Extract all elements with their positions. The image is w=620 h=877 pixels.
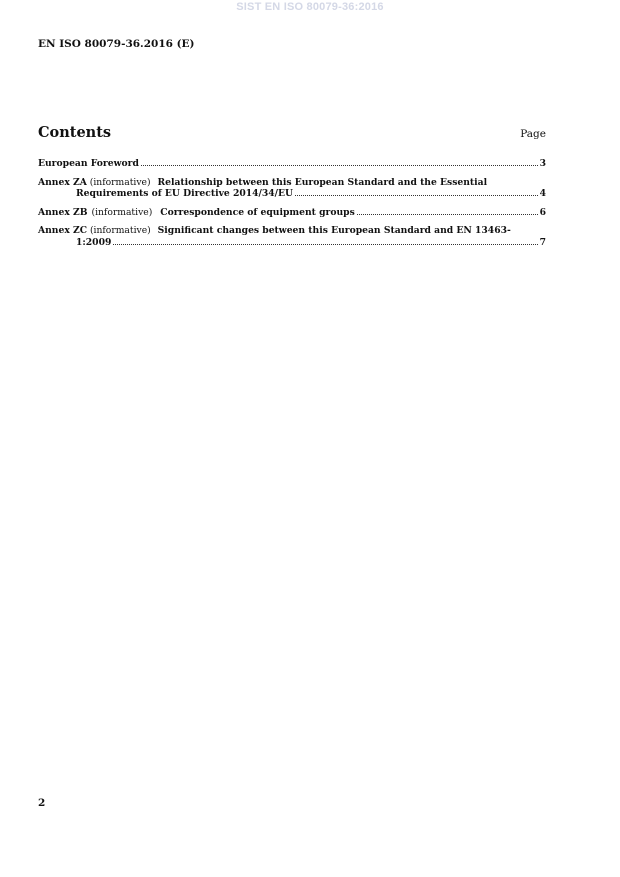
annex-kind: (informative) [89, 225, 151, 236]
contents-heading: Contents [38, 124, 112, 141]
toc-entry-annex-zb[interactable] [38, 207, 546, 219]
toc-entry-title-continued[interactable]: 1:2009 [76, 236, 112, 248]
toc-entry-title[interactable]: Significant changes between this European Standard and EN 13463- [157, 225, 511, 236]
toc-entry-annex-zc[interactable] [38, 225, 546, 248]
toc-entry-page: 4 [539, 188, 546, 199]
annex-label[interactable]: Annex ZB [38, 206, 88, 218]
toc-entry-page: 3 [539, 158, 546, 169]
dot-leader [357, 214, 538, 215]
page-column-label: Page [520, 128, 546, 140]
annex-label[interactable]: Annex ZC [38, 225, 88, 236]
toc-entry-title[interactable]: Relationship between this European Standard and the Essential [157, 176, 488, 188]
annex-kind: (informative) [91, 206, 153, 218]
toc-entry-title-continued[interactable]: Requirements of EU Directive 2014/34/EU [76, 188, 294, 199]
toc-entry-title[interactable]: Correspondence of equipment groups [160, 206, 355, 218]
toc-entry-page: 6 [539, 206, 546, 218]
toc-entry-title[interactable]: European Foreword [38, 158, 139, 169]
dot-leader [113, 244, 537, 245]
annex-kind: (informative) [89, 176, 151, 188]
document-identifier: EN ISO 80079-36.2016 (E) [38, 38, 195, 50]
dot-leader [141, 165, 538, 166]
dot-leader [295, 195, 538, 196]
toc-entry-page: 7 [539, 236, 546, 248]
page-number: 2 [38, 797, 46, 809]
annex-label[interactable]: Annex ZA [38, 176, 87, 188]
toc-entry-annex-za[interactable] [38, 177, 546, 200]
toc-entry-european-foreword[interactable] [38, 158, 546, 170]
table-of-contents [38, 158, 546, 255]
watermark: SIST EN ISO 80079-36:2016 [236, 1, 384, 13]
